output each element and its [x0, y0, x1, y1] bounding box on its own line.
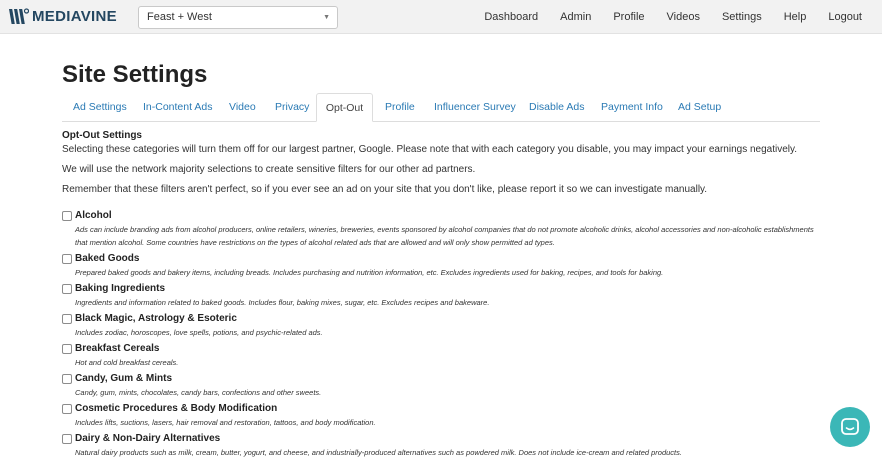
brand-name: MEDIAVINE [32, 8, 117, 25]
category-description: Includes lifts, suctions, lasers, hair removal and restoration, tattoos, and body modification. [75, 418, 376, 427]
category-title: Baking Ingredients [75, 283, 166, 294]
tab-disable-ads[interactable]: Disable Ads [529, 101, 585, 113]
settings-tabs [62, 93, 820, 122]
site-select-value: Feast + West [147, 11, 212, 23]
category-description: Ads can include branding ads from alcohol producers, online retailers, wineries, breweries, events sponsored by alcohol companies that do not promote alcoholic drinks, alcohol accessories and non-alcoholic establishments that mention alcohol. Some countries have restrictions on the types of alcohol related ads that are allowed and will only show permitted ad types. [75, 225, 814, 247]
category-title: Black Magic, Astrology & Esoteric [75, 313, 237, 324]
optout-network-note: We will use the network majority selections to create sensitive filters for our other ad partners. [62, 164, 476, 175]
category-title: Breakfast Cereals [75, 343, 160, 354]
category-title: Alcohol [75, 210, 112, 221]
category-title: Cosmetic Procedures & Body Modification [75, 403, 278, 414]
nav-admin[interactable]: Admin [560, 11, 592, 23]
chevron-down-icon: ▼ [323, 14, 330, 21]
nav-help[interactable]: Help [783, 11, 807, 23]
tab-ad-settings[interactable]: Ad Settings [73, 101, 127, 113]
category-checkbox-alcohol[interactable] [62, 211, 72, 221]
nav-logout[interactable]: Logout [828, 11, 862, 23]
tab-opt-out[interactable]: Opt-Out [316, 93, 373, 122]
tab-video[interactable]: Video [229, 101, 256, 113]
optout-intro: Selecting these categories will turn them off for our largest partner, Google. Please note that with each category you disable, you may impact your earnings negatively. [62, 144, 798, 155]
tab-privacy[interactable]: Privacy [275, 101, 310, 113]
chat-icon [840, 417, 860, 437]
tab-influencer-survey[interactable]: Influencer Survey [434, 101, 516, 113]
category-checkbox-dairy[interactable] [62, 434, 72, 444]
category-checkbox-breakfast-cereals[interactable] [62, 344, 72, 354]
category-title: Dairy & Non-Dairy Alternatives [75, 433, 221, 444]
category-checkbox-candy-gum-mints[interactable] [62, 374, 72, 384]
category-description: Natural dairy products such as milk, cream, butter, yogurt, and cheese, and industrially-produced alternatives such as powdered milk. Does not include ice-cream and related products. [75, 448, 682, 457]
tab-payment-info[interactable]: Payment Info [601, 101, 663, 113]
site-select[interactable] [138, 6, 338, 29]
category-checkbox-baked-goods[interactable] [62, 254, 72, 264]
main-nav [462, 0, 862, 34]
top-navbar [0, 0, 882, 34]
nav-dashboard[interactable]: Dashboard [484, 11, 539, 23]
category-description: Candy, gum, mints, chocolates, candy bars, confections and other sweets. [75, 388, 322, 397]
nav-profile[interactable]: Profile [613, 11, 645, 23]
tab-in-content-ads[interactable]: In-Content Ads [143, 101, 213, 113]
category-description: Prepared baked goods and bakery items, including breads. Includes purchasing and nutrition information, etc. Excludes ingredients used for baking, recipes, and tools for baking. [75, 268, 664, 277]
chat-button[interactable] [830, 407, 870, 447]
category-description: Includes zodiac, horoscopes, love spells, potions, and psychic-related ads. [75, 328, 323, 337]
category-checkbox-baking-ingredients[interactable] [62, 284, 72, 294]
category-description: Ingredients and information related to baked goods. Includes flour, baking mixes, sugar, etc. Excludes recipes and bakeware. [75, 298, 490, 307]
nav-videos[interactable]: Videos [666, 11, 700, 23]
category-title: Baked Goods [75, 253, 140, 264]
page-title: Site Settings [62, 61, 208, 88]
category-checkbox-cosmetic-procedures[interactable] [62, 404, 72, 414]
category-description: Hot and cold breakfast cereals. [75, 358, 179, 367]
mediavine-logo-icon [9, 8, 29, 25]
optout-heading: Opt-Out Settings [62, 130, 142, 141]
nav-settings[interactable]: Settings [721, 11, 762, 23]
brand-logo[interactable] [9, 8, 117, 25]
optout-report-note: Remember that these filters aren't perfect, so if you ever see an ad on your site that you don't like, please report it so we can investigate manually. [62, 184, 708, 195]
category-checkbox-black-magic[interactable] [62, 314, 72, 324]
tab-ad-setup[interactable]: Ad Setup [678, 101, 722, 113]
category-title: Candy, Gum & Mints [75, 373, 173, 384]
tab-profile[interactable]: Profile [385, 101, 415, 113]
